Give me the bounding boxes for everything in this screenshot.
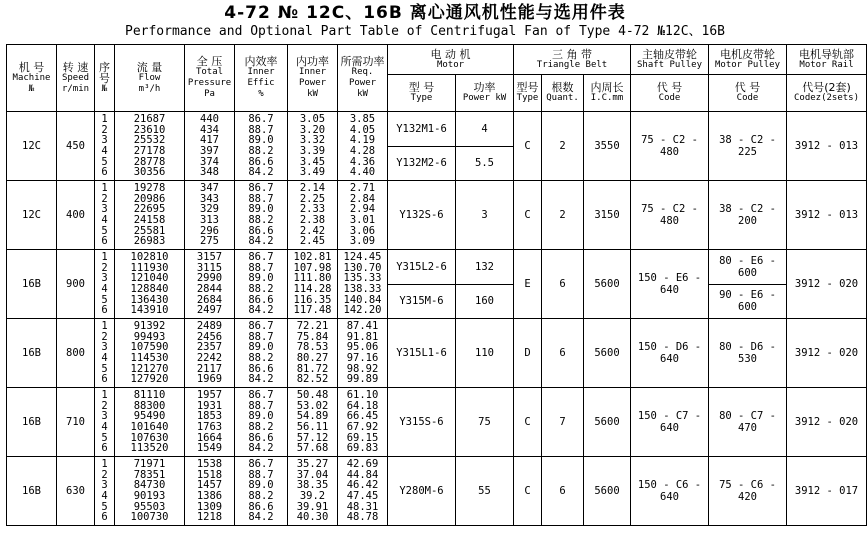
cell-belt-quant: 2 — [542, 181, 584, 250]
cell-efficiency: 86.7 88.7 89.0 88.2 86.6 84.2 — [235, 457, 288, 526]
cell-efficiency: 86.7 88.7 89.0 88.2 86.6 84.2 — [235, 319, 288, 388]
header-machine: 机 号 Machine № — [7, 45, 57, 112]
cell-speed: 450 — [57, 112, 95, 181]
cell-motor-type: Y315S-6 — [388, 388, 456, 457]
header-belt-quant: 根数 Quant. — [542, 75, 584, 112]
cell-motor-power: 4 — [456, 112, 514, 147]
cell-belt-type: E — [514, 250, 542, 319]
cell-pressure: 1538 1518 1457 1386 1309 1218 — [185, 457, 235, 526]
cell-machine: 16B — [7, 457, 57, 526]
cell-shaft-pulley: 150 - C7 - 640 — [631, 388, 709, 457]
header-flow: 流 量 Flow m³/h — [115, 45, 185, 112]
cell-motor-type: Y280M-6 — [388, 457, 456, 526]
cell-flow: 21687 23610 25532 27178 28778 30356 — [115, 112, 185, 181]
cell-motor-rail: 3912 - 013 — [787, 112, 867, 181]
cell-belt-quant: 7 — [542, 388, 584, 457]
cell-flow: 102810 111930 121040 128840 136430 143910 — [115, 250, 185, 319]
cell-motor-rail: 3912 - 020 — [787, 319, 867, 388]
cell-belt-ic: 5600 — [584, 250, 631, 319]
cell-seq: 1 2 3 4 5 6 — [95, 388, 115, 457]
cell-seq: 1 2 3 4 5 6 — [95, 250, 115, 319]
cell-belt-quant: 6 — [542, 319, 584, 388]
cell-belt-type: C — [514, 181, 542, 250]
cell-motor-pulley: 38 - C2 - 200 — [709, 181, 787, 250]
cell-speed: 800 — [57, 319, 95, 388]
header-motor-type: 型 号 Type — [388, 75, 456, 112]
performance-table — [6, 44, 867, 526]
cell-req-power: 124.45 130.70 135.33 138.33 140.84 142.20 — [338, 250, 388, 319]
cell-motor-type: Y132M2-6 — [388, 146, 456, 181]
cell-inner-power: 72.21 75.84 78.53 80.27 81.72 82.52 — [288, 319, 338, 388]
cell-flow: 19278 20986 22695 24158 25581 26983 — [115, 181, 185, 250]
cell-motor-pulley: 75 - C6 - 420 — [709, 457, 787, 526]
cell-pressure: 347 343 329 313 296 275 — [185, 181, 235, 250]
cell-motor-pulley: 38 - C2 - 225 — [709, 112, 787, 181]
cell-efficiency: 86.7 88.7 89.0 88.2 86.6 84.2 — [235, 181, 288, 250]
cell-pressure: 2489 2456 2357 2242 2117 1969 — [185, 319, 235, 388]
header-rail-code: 代号(2套) Codez(2sets) — [787, 75, 867, 112]
cell-belt-type: C — [514, 112, 542, 181]
cell-speed: 400 — [57, 181, 95, 250]
table-row — [7, 250, 867, 285]
page-title: 4-72 № 12C、16B 离心通风机性能与选用件表 — [224, 3, 626, 23]
cell-req-power: 42.69 44.84 46.42 47.45 48.31 48.78 — [338, 457, 388, 526]
header-seq: 序 号 № — [95, 45, 115, 112]
cell-inner-power: 35.27 37.04 38.35 39.2 39.91 40.30 — [288, 457, 338, 526]
cell-flow: 91392 99493 107590 114530 121270 127920 — [115, 319, 185, 388]
header-belt-ic: 内周长 I.C.mm — [584, 75, 631, 112]
table-row — [7, 457, 867, 526]
cell-efficiency: 86.7 88.7 89.0 88.2 86.6 84.2 — [235, 112, 288, 181]
cell-motor-power: 110 — [456, 319, 514, 388]
header-req-power: 所需功率 Req. Power kW — [338, 45, 388, 112]
cell-req-power: 61.10 64.18 66.45 67.92 69.15 69.83 — [338, 388, 388, 457]
header-efficiency: 内效率 Inner Effic % — [235, 45, 288, 112]
cell-req-power: 3.85 4.05 4.19 4.28 4.36 4.40 — [338, 112, 388, 181]
header-inner-power: 内功率 Inner Power kW — [288, 45, 338, 112]
table-row — [7, 319, 867, 388]
cell-belt-ic: 5600 — [584, 319, 631, 388]
cell-flow: 71971 78351 84730 90193 95503 100730 — [115, 457, 185, 526]
header-belt: 三 角 带 Triangle Belt — [514, 45, 631, 75]
cell-machine: 12C — [7, 181, 57, 250]
header-motor-rail: 电机导轨部 Motor Rail — [787, 45, 867, 75]
cell-flow: 81110 88300 95490 101640 107630 113520 — [115, 388, 185, 457]
header-pressure: 全 压 Total Pressure Pa — [185, 45, 235, 112]
header-motor-code: 代 号 Code — [709, 75, 787, 112]
cell-machine: 16B — [7, 250, 57, 319]
cell-efficiency: 86.7 88.7 89.0 88.2 86.6 84.2 — [235, 388, 288, 457]
cell-inner-power: 3.05 3.20 3.32 3.39 3.45 3.49 — [288, 112, 338, 181]
cell-belt-quant: 6 — [542, 457, 584, 526]
cell-motor-type: Y132M1-6 — [388, 112, 456, 147]
cell-pressure: 3157 3115 2990 2844 2684 2497 — [185, 250, 235, 319]
cell-motor-rail: 3912 - 020 — [787, 250, 867, 319]
cell-motor-pulley: 80 - E6 - 600 — [709, 250, 787, 285]
cell-motor-power: 160 — [456, 284, 514, 319]
cell-machine: 12C — [7, 112, 57, 181]
cell-seq: 1 2 3 4 5 6 — [95, 112, 115, 181]
cell-pressure: 1957 1931 1853 1763 1664 1549 — [185, 388, 235, 457]
cell-req-power: 2.71 2.84 2.94 3.01 3.06 3.09 — [338, 181, 388, 250]
cell-motor-pulley: 80 - D6 - 530 — [709, 319, 787, 388]
cell-shaft-pulley: 150 - D6 - 640 — [631, 319, 709, 388]
cell-belt-ic: 5600 — [584, 388, 631, 457]
cell-motor-power: 5.5 — [456, 146, 514, 181]
cell-shaft-pulley: 150 - E6 - 640 — [631, 250, 709, 319]
cell-req-power: 87.41 91.81 95.06 97.16 98.92 99.89 — [338, 319, 388, 388]
cell-belt-ic: 5600 — [584, 457, 631, 526]
cell-motor-power: 55 — [456, 457, 514, 526]
cell-belt-type: D — [514, 319, 542, 388]
cell-motor-type: Y315M-6 — [388, 284, 456, 319]
cell-machine: 16B — [7, 388, 57, 457]
cell-belt-quant: 6 — [542, 250, 584, 319]
cell-pressure: 440 434 417 397 374 348 — [185, 112, 235, 181]
cell-speed: 710 — [57, 388, 95, 457]
cell-motor-power: 132 — [456, 250, 514, 285]
header-motor: 电 动 机 Motor — [388, 45, 514, 75]
cell-motor-power: 75 — [456, 388, 514, 457]
cell-speed: 900 — [57, 250, 95, 319]
cell-motor-type: Y315L2-6 — [388, 250, 456, 285]
cell-shaft-pulley: 75 - C2 - 480 — [631, 112, 709, 181]
page-subtitle: Performance and Optional Part Table of Centrifugal Fan of Type 4-72 №12C、16B — [125, 24, 725, 39]
cell-inner-power: 50.48 53.02 54.89 56.11 57.12 57.68 — [288, 388, 338, 457]
cell-belt-type: C — [514, 388, 542, 457]
cell-shaft-pulley: 150 - C6 - 640 — [631, 457, 709, 526]
header-motor-pulley: 电机皮带轮 Motor Pulley — [709, 45, 787, 75]
cell-efficiency: 86.7 88.7 89.0 88.2 86.6 84.2 — [235, 250, 288, 319]
cell-motor-rail: 3912 - 020 — [787, 388, 867, 457]
cell-motor-rail: 3912 - 017 — [787, 457, 867, 526]
cell-seq: 1 2 3 4 5 6 — [95, 457, 115, 526]
header-motor-power: 功率 Power kW — [456, 75, 514, 112]
table-row — [7, 112, 867, 147]
cell-seq: 1 2 3 4 5 6 — [95, 319, 115, 388]
cell-motor-type: Y132S-6 — [388, 181, 456, 250]
cell-motor-power: 3 — [456, 181, 514, 250]
cell-belt-quant: 2 — [542, 112, 584, 181]
cell-shaft-pulley: 75 - C2 - 480 — [631, 181, 709, 250]
cell-belt-ic: 3150 — [584, 181, 631, 250]
header-shaft-pulley: 主轴皮带轮 Shaft Pulley — [631, 45, 709, 75]
table-row — [7, 388, 867, 457]
cell-motor-rail: 3912 - 013 — [787, 181, 867, 250]
header-speed: 转 速 Speed r/min — [57, 45, 95, 112]
cell-belt-type: C — [514, 457, 542, 526]
cell-machine: 16B — [7, 319, 57, 388]
cell-motor-pulley: 90 - E6 - 600 — [709, 284, 787, 319]
header-shaft-code: 代 号 Code — [631, 75, 709, 112]
table-row — [7, 181, 867, 250]
cell-speed: 630 — [57, 457, 95, 526]
cell-inner-power: 2.14 2.25 2.33 2.38 2.42 2.45 — [288, 181, 338, 250]
header-belt-type: 型号 Type — [514, 75, 542, 112]
cell-belt-ic: 3550 — [584, 112, 631, 181]
cell-motor-type: Y315L1-6 — [388, 319, 456, 388]
cell-motor-pulley: 80 - C7 - 470 — [709, 388, 787, 457]
cell-seq: 1 2 3 4 5 6 — [95, 181, 115, 250]
cell-inner-power: 102.81 107.98 111.80 114.28 116.35 117.48 — [288, 250, 338, 319]
